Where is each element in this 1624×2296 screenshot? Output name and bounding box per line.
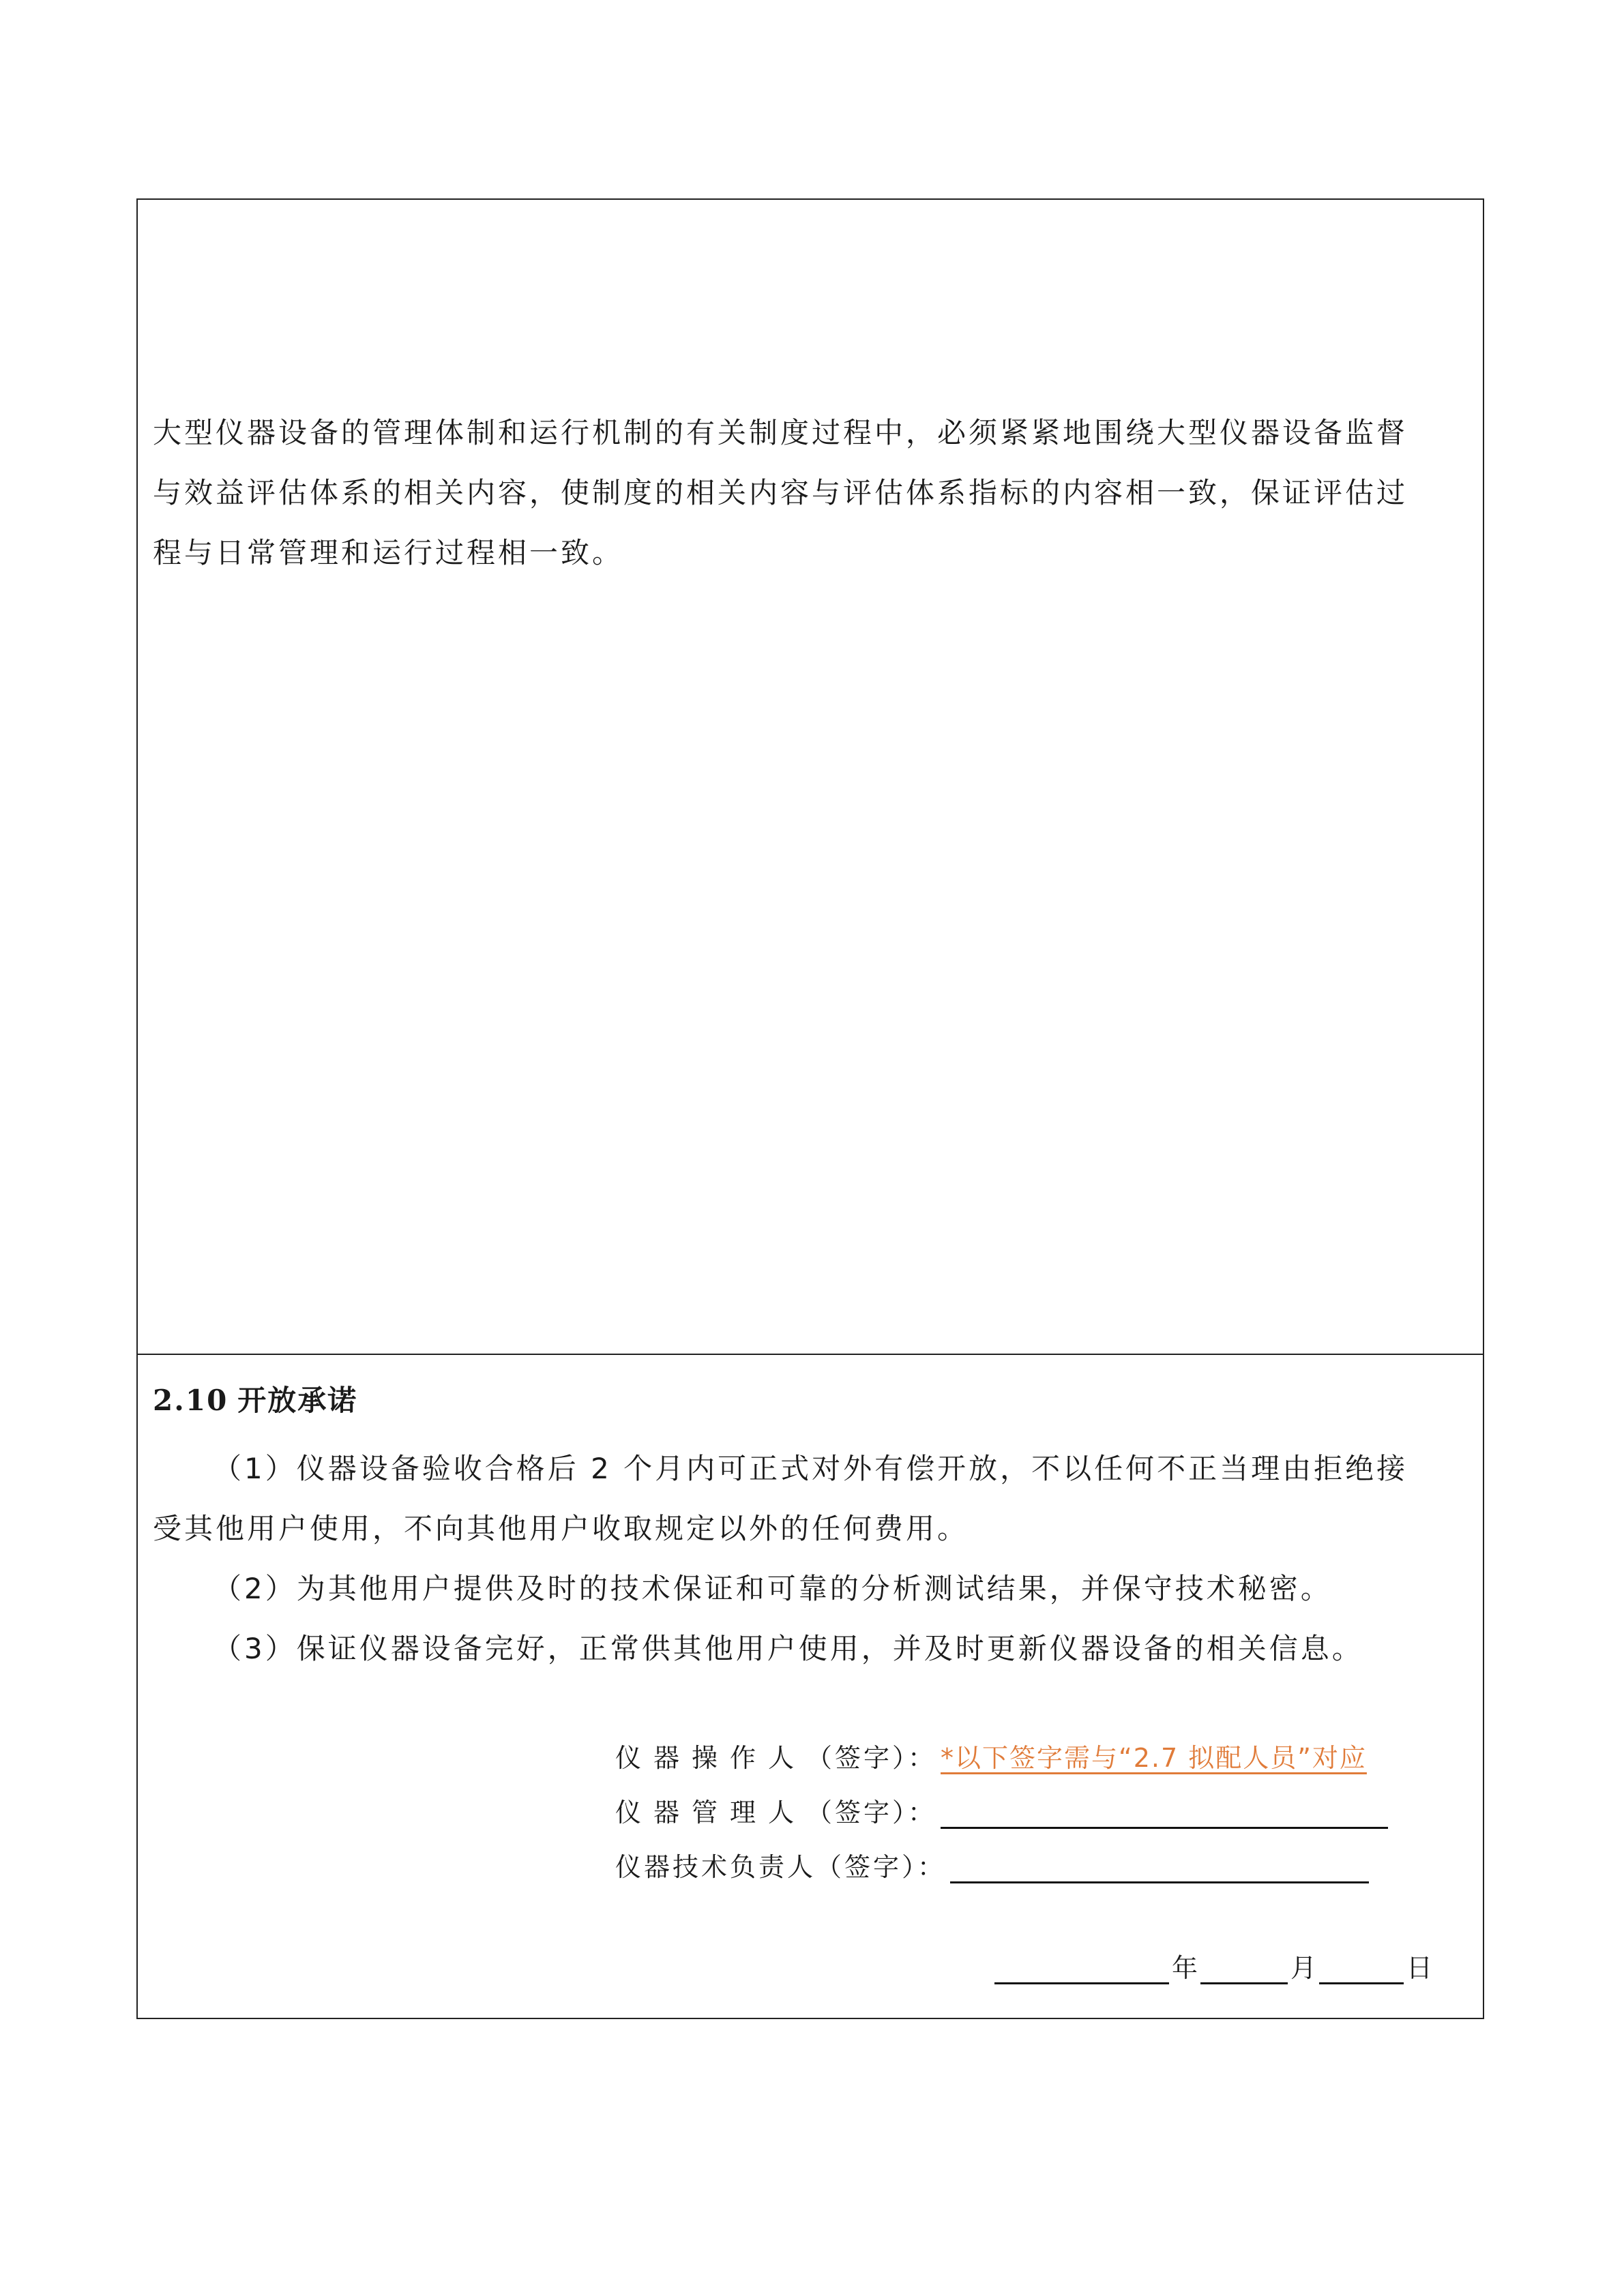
manager-signature-field[interactable] <box>941 1800 1388 1829</box>
year-field[interactable] <box>994 1955 1169 1984</box>
paragraph-line-1: 大型仪器设备的管理体制和运行机制的有关制度过程中，必须紧紧地围绕大型仪器设备监督 <box>153 416 1408 449</box>
sign-suffix: （签字）： <box>806 1743 937 1773</box>
month-label: 月 <box>1290 1953 1317 1983</box>
section-title: 开放承诺 <box>237 1384 358 1417</box>
date-row <box>994 1947 1435 1984</box>
manager-label: 仪器管理人 <box>615 1798 807 1828</box>
tech-lead-signature-field[interactable] <box>950 1854 1369 1883</box>
day-field[interactable] <box>1319 1955 1404 1984</box>
month-field[interactable] <box>1200 1955 1288 1984</box>
paragraph-line-2: 与效益评估体系的相关内容，使制度的相关内容与评估体系指标的内容相一致，保证评估过 <box>153 476 1408 509</box>
year-label: 年 <box>1172 1953 1198 1983</box>
section-heading <box>153 1378 357 1419</box>
form-table <box>136 198 1484 2019</box>
operator-label: 仪器操作人 <box>615 1743 807 1773</box>
commitment-item-1-line-1: （1）仪器设备验收合格后 2 个月内可正式对外有偿开放，不以任何不正当理由拒绝接 <box>213 1452 1408 1485</box>
section-number: 2.10 <box>153 1384 228 1417</box>
text-section <box>138 200 1483 1355</box>
commitment-item-3: （3）保证仪器设备完好，正常供其他用户使用，并及时更新仪器设备的相关信息。 <box>213 1632 1363 1665</box>
commitment-item-2: （2）为其他用户提供及时的技术保证和可靠的分析测试结果，并保守技术秘密。 <box>213 1572 1332 1605</box>
operator-signature-row <box>615 1737 1367 1774</box>
commitment-item-1-line-2: 受其他用户使用，不向其他用户收取规定以外的任何费用。 <box>153 1512 969 1545</box>
tech-lead-label: 仪器技术负责人 <box>615 1852 816 1882</box>
tech-lead-signature-row <box>615 1846 1369 1883</box>
day-label: 日 <box>1406 1953 1433 1983</box>
paragraph-line-3: 程与日常管理和运行过程相一致。 <box>153 536 624 569</box>
sign-suffix: （签字）： <box>806 1798 937 1828</box>
operator-signature-note[interactable]: *以下签字需与“2.7 拟配人员”对应 <box>941 1743 1367 1773</box>
manager-signature-row <box>615 1791 1388 1829</box>
sign-suffix: （签字）： <box>816 1852 947 1882</box>
commitment-section <box>138 1355 1483 2019</box>
